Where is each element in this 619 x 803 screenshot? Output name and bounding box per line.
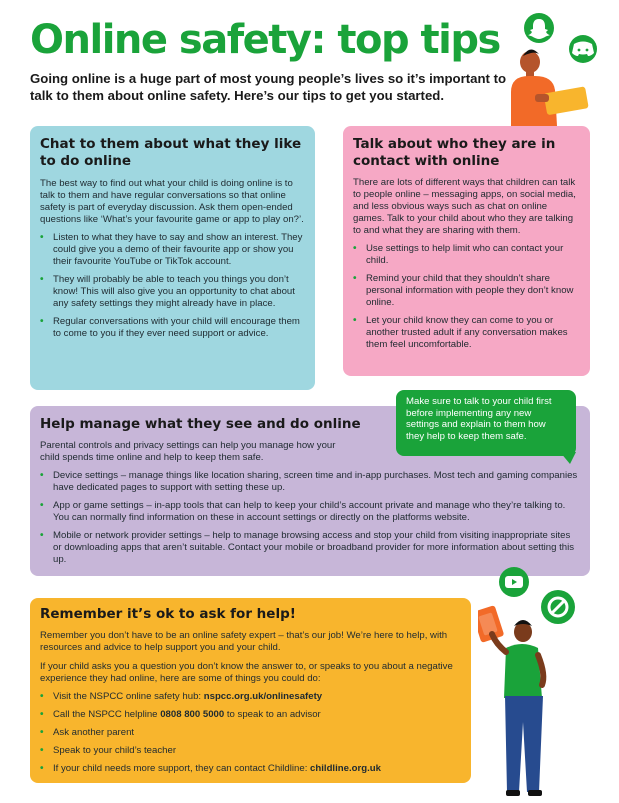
bottom-illustration	[478, 560, 619, 803]
list-item-text: to speak to an advisor	[224, 709, 321, 720]
bullet-icon: •	[40, 745, 44, 756]
chat-heading: Chat to them about what they like to do online	[40, 136, 302, 169]
contact-card	[343, 126, 590, 376]
bullet-icon: •	[40, 691, 44, 702]
intro-text: Going online is a huge part of most young people’s lives so it’s important to talk to them about online safety. Here’s our tips to get you started.	[30, 71, 507, 103]
contact-bullet-list	[353, 243, 580, 351]
manage-heading: Help manage what they see and do online	[40, 416, 361, 432]
bullet-icon: •	[40, 232, 44, 243]
blocked-icon	[541, 590, 575, 624]
list-item	[40, 232, 305, 268]
list-item-text: Ask another parent	[53, 727, 135, 738]
page-title: Online safety: top tips	[30, 17, 500, 63]
chat-card	[30, 126, 315, 390]
snapchat-icon	[524, 13, 554, 43]
list-item	[40, 763, 461, 775]
bullet-icon: •	[40, 470, 44, 481]
bullet-icon: •	[40, 274, 44, 285]
bullet-icon: •	[40, 709, 44, 720]
chat-body: The best way to find out what your child is doing online is to talk to them and have regular conversations so that online safety is part of everyday discussion. Ask them open-ended questions like ‘What’s your favourite game or app to play on?’.	[40, 178, 304, 225]
helpline-number[interactable]: 0808 800 5000	[160, 709, 225, 720]
list-item-text: Regular conversations with your child will encourage them to come to you if they ever need support or advice.	[53, 316, 300, 339]
list-item-text: They will probably be able to teach you things you don’t know! This will also give you an opportunity to chat about any safety settings they might already have in place.	[53, 274, 295, 309]
discord-icon	[569, 35, 597, 63]
bullet-icon: •	[40, 500, 44, 511]
contact-heading: Talk about who they are in contact with online	[353, 136, 556, 169]
list-item-text: Mobile or network provider settings – help to manage browsing access and stop your child from visiting inappropriate sites or downloading apps that aren’t suitable. Contact your mobile or broadband provider for more information about setting this up.	[53, 530, 575, 565]
list-item-text: Listen to what they have to say and show an interest. They could give you a demo of their favourite app or show you their favourite YouTube or TikTok account.	[53, 232, 303, 267]
contact-body: There are lots of different ways that children can talk to people online – messaging apps, on social media, and less obvious ways such as chat on online games. Talk to your child about who they are talking to and what they are sharing with them.	[353, 177, 576, 236]
top-illustration	[495, 8, 619, 126]
list-item	[40, 470, 580, 494]
bullet-icon: •	[353, 315, 357, 326]
bullet-icon: •	[40, 763, 44, 774]
list-item	[40, 727, 461, 739]
list-item	[40, 745, 461, 757]
list-item	[40, 500, 580, 524]
speech-bubble-tail	[560, 452, 576, 464]
list-item	[40, 316, 305, 340]
list-item	[40, 274, 305, 310]
help-body-2: If your child asks you a question you don’t know the answer to, or speaks to you about a negative experience they had online, here are some of things you could do:	[40, 661, 453, 684]
list-item-text: If your child needs more support, they can contact Childline:	[53, 763, 311, 774]
list-item	[353, 273, 580, 309]
bullet-icon: •	[40, 530, 44, 541]
bullet-icon: •	[40, 316, 44, 327]
manage-bullet-list	[40, 470, 580, 566]
list-item	[40, 691, 461, 703]
chat-bullet-list	[40, 232, 305, 340]
bullet-icon: •	[40, 727, 44, 738]
help-heading: Remember it’s ok to ask for help!	[40, 606, 296, 622]
list-item-text: Call the NSPCC helpline	[53, 709, 161, 720]
speech-bubble: Make sure to talk to your child first before implementing any new settings and explain to them how they help to keep them safe.	[396, 390, 576, 456]
list-item-text: Use settings to help limit who can contact your child.	[366, 243, 564, 266]
list-item	[353, 315, 580, 351]
list-item-text: App or game settings – in-app tools that can help to keep your child’s account private and manage who they’re talking to. You can normally find information on these in account settings or directly on the platforms website.	[53, 500, 566, 523]
person-tablet-illustration	[478, 605, 543, 796]
list-item-text: Remind your child that they shouldn’t share personal information with people they don’t know online.	[366, 273, 574, 308]
nspcc-hub-link[interactable]: nspcc.org.uk/onlinesafety	[203, 691, 323, 702]
childline-link[interactable]: childline.org.uk	[310, 763, 381, 774]
bullet-icon: •	[353, 243, 357, 254]
help-list	[40, 691, 461, 775]
help-card	[30, 598, 471, 783]
list-item-text: Visit the NSPCC online safety hub:	[53, 691, 204, 702]
list-item-text: Device settings – manage things like location sharing, screen time and in-app purchases. Most tech and gaming companies have dedicated pages to support with setting these up.	[53, 470, 578, 493]
list-item-text: Speak to your child’s teacher	[53, 745, 177, 756]
youtube-icon	[499, 567, 529, 597]
list-item	[40, 709, 461, 721]
manage-body: Parental controls and privacy settings can help you manage how your child spends time online and help to keep them safe.	[40, 440, 336, 463]
list-item-text: Let your child know they can come to you or another trusted adult if any conversation makes them feel uncomfortable.	[366, 315, 568, 350]
list-item	[353, 243, 580, 267]
bullet-icon: •	[353, 273, 357, 284]
help-body-1: Remember you don’t have to be an online safety expert – that’s our job! We’re here to help, with resources and advice to help support you and your child.	[40, 630, 448, 653]
